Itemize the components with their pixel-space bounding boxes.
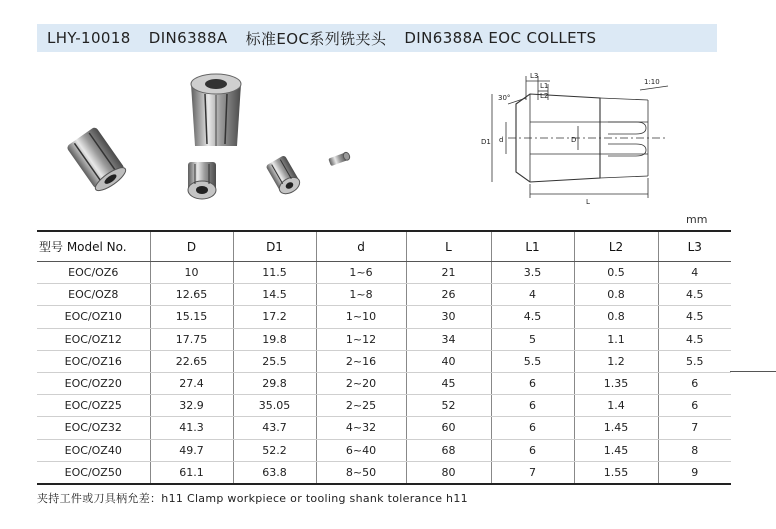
- header-d-bore: d: [316, 231, 406, 262]
- table-cell: 8~50: [316, 461, 406, 484]
- table-cell: 10: [150, 262, 233, 284]
- table-cell: 5: [491, 328, 574, 350]
- table-row: [37, 395, 731, 417]
- table-cell: 14.5: [233, 284, 316, 306]
- table-cell: 2~25: [316, 395, 406, 417]
- header-model: 型号 Model No.: [37, 231, 150, 262]
- table-cell: 6~40: [316, 439, 406, 461]
- unit-label: mm: [686, 213, 708, 226]
- table-cell: 17.75: [150, 328, 233, 350]
- table-cell: 6: [491, 395, 574, 417]
- table-cell: 2~20: [316, 372, 406, 394]
- english-title: DIN6388A EOC COLLETS: [404, 29, 597, 47]
- table-cell: 52: [406, 395, 491, 417]
- table-cell: 1.35: [574, 372, 658, 394]
- drawing-label-taper: 1:10: [644, 78, 660, 86]
- collet-photos: [60, 70, 360, 210]
- table-cell: 4.5: [658, 284, 731, 306]
- table-cell: 8: [658, 439, 731, 461]
- drawing-label-l1: L1: [540, 82, 549, 90]
- table-cell: 4: [658, 262, 731, 284]
- table-cell: 41.3: [150, 417, 233, 439]
- table-cell: 6: [491, 439, 574, 461]
- standard-label: DIN6388A: [148, 29, 228, 47]
- table-cell: 61.1: [150, 461, 233, 484]
- table-cell: 4.5: [658, 306, 731, 328]
- table-cell: 43.7: [233, 417, 316, 439]
- drawing-label-angle: 30°: [498, 94, 511, 102]
- table-row: [37, 328, 731, 350]
- table-cell: 0.8: [574, 306, 658, 328]
- table-row: [37, 306, 731, 328]
- model-cell: EOC/OZ50: [37, 461, 150, 484]
- collet-medium-image: [182, 158, 222, 202]
- table-cell: 25.5: [233, 350, 316, 372]
- table-cell: 52.2: [233, 439, 316, 461]
- table-cell: 9: [658, 461, 731, 484]
- table-cell: 1~12: [316, 328, 406, 350]
- table-cell: 80: [406, 461, 491, 484]
- tolerance-footnote: 夹持工件或刀具柄允差：h11 Clamp workpiece or tooling shank tolerance h11: [37, 492, 468, 505]
- model-cell: EOC/OZ32: [37, 417, 150, 439]
- collet-tilted-image: [60, 122, 130, 192]
- collet-small-image: [264, 154, 304, 198]
- drawing-label-d: d: [499, 136, 504, 144]
- model-cell: EOC/OZ16: [37, 350, 150, 372]
- table-cell: 27.4: [150, 372, 233, 394]
- table-cell: 15.15: [150, 306, 233, 328]
- collet-large-image: [187, 70, 245, 152]
- model-cell: EOC/OZ6: [37, 262, 150, 284]
- table-cell: 45: [406, 372, 491, 394]
- model-cell: EOC/OZ8: [37, 284, 150, 306]
- collet-spec-table: [37, 230, 731, 485]
- table-cell: 1~6: [316, 262, 406, 284]
- table-cell: 0.5: [574, 262, 658, 284]
- table-cell: 4~32: [316, 417, 406, 439]
- table-cell: 1.45: [574, 439, 658, 461]
- header-d1: D1: [233, 231, 316, 262]
- drawing-label-big-d: D: [571, 136, 577, 144]
- table-cell: 34: [406, 328, 491, 350]
- table-cell: 5.5: [658, 350, 731, 372]
- table-cell: 0.8: [574, 284, 658, 306]
- table-header-row: [37, 231, 731, 262]
- header-length: L: [406, 231, 491, 262]
- model-cell: EOC/OZ12: [37, 328, 150, 350]
- table-cell: 68: [406, 439, 491, 461]
- edge-divider: [730, 371, 776, 372]
- model-cell: EOC/OZ10: [37, 306, 150, 328]
- table-cell: 3.5: [491, 262, 574, 284]
- table-cell: 32.9: [150, 395, 233, 417]
- model-cell: EOC/OZ40: [37, 439, 150, 461]
- table-cell: 6: [658, 372, 731, 394]
- table-cell: 35.05: [233, 395, 316, 417]
- table-cell: 1.45: [574, 417, 658, 439]
- table-cell: 29.8: [233, 372, 316, 394]
- table-row: [37, 350, 731, 372]
- table-cell: 1~10: [316, 306, 406, 328]
- title-bar: [37, 24, 717, 52]
- header-l1: L1: [491, 231, 574, 262]
- table-row: [37, 439, 731, 461]
- table-cell: 11.5: [233, 262, 316, 284]
- model-cell: EOC/OZ20: [37, 372, 150, 394]
- table-cell: 21: [406, 262, 491, 284]
- table-row: [37, 461, 731, 484]
- table-cell: 63.8: [233, 461, 316, 484]
- table-cell: 1.2: [574, 350, 658, 372]
- table-cell: 7: [491, 461, 574, 484]
- table-cell: 5.5: [491, 350, 574, 372]
- table-cell: 6: [491, 417, 574, 439]
- table-cell: 49.7: [150, 439, 233, 461]
- collet-tiny-image: [326, 150, 352, 168]
- table-cell: 17.2: [233, 306, 316, 328]
- table-cell: 4.5: [658, 328, 731, 350]
- table-cell: 1.55: [574, 461, 658, 484]
- table-cell: 1.4: [574, 395, 658, 417]
- table-cell: 2~16: [316, 350, 406, 372]
- product-code: LHY-10018: [47, 29, 131, 47]
- drawing-label-d1: D1: [481, 138, 491, 146]
- header-l3: L3: [658, 231, 731, 262]
- chinese-title: 标准EOC系列铣夹头: [245, 29, 387, 48]
- table-row: [37, 284, 731, 306]
- table-cell: 6: [658, 395, 731, 417]
- table-row: [37, 417, 731, 439]
- table-row: [37, 372, 731, 394]
- table-cell: 30: [406, 306, 491, 328]
- table-cell: 12.65: [150, 284, 233, 306]
- header-d-outer: D: [150, 231, 233, 262]
- collet-technical-drawing: [468, 64, 688, 214]
- table-row: [37, 262, 731, 284]
- table-cell: 1~8: [316, 284, 406, 306]
- table-cell: 22.65: [150, 350, 233, 372]
- table-cell: 6: [491, 372, 574, 394]
- model-cell: EOC/OZ25: [37, 395, 150, 417]
- table-cell: 4.5: [491, 306, 574, 328]
- drawing-label-l: L: [586, 198, 590, 206]
- table-cell: 4: [491, 284, 574, 306]
- table-body: [37, 262, 731, 484]
- table-cell: 1.1: [574, 328, 658, 350]
- drawing-label-l3: L3: [530, 72, 539, 80]
- table-cell: 19.8: [233, 328, 316, 350]
- header-l2: L2: [574, 231, 658, 262]
- table-cell: 60: [406, 417, 491, 439]
- table-cell: 26: [406, 284, 491, 306]
- drawing-label-l2: L2: [540, 92, 549, 100]
- table-cell: 40: [406, 350, 491, 372]
- table-cell: 7: [658, 417, 731, 439]
